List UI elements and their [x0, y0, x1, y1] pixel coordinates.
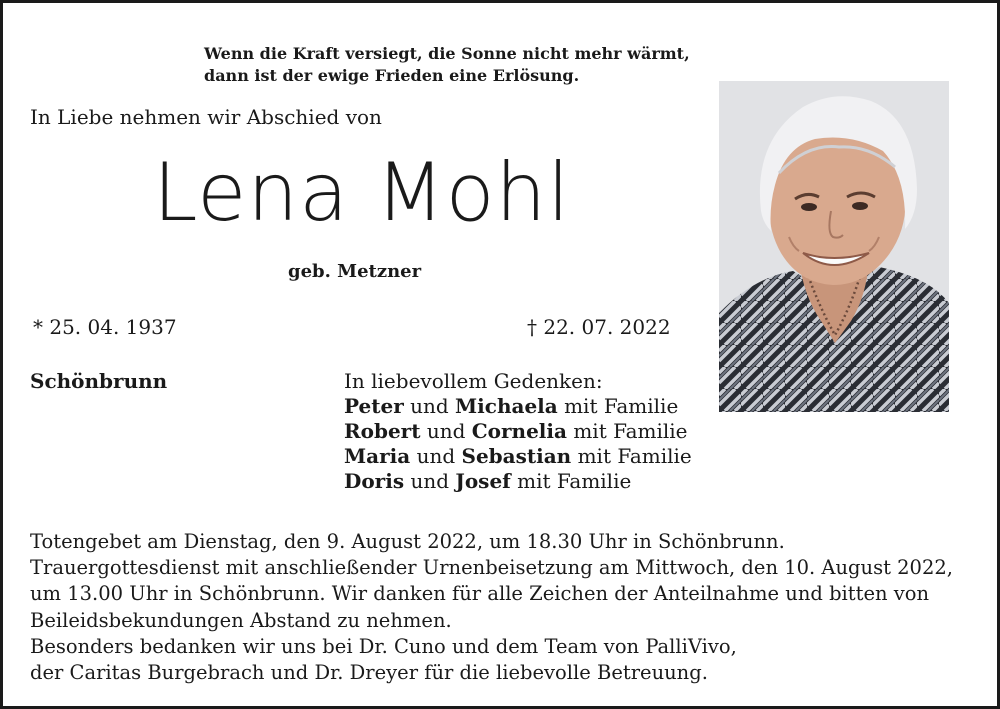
mourner-second: Cornelia — [471, 419, 567, 443]
mourner-suffix: mit Familie — [573, 419, 688, 443]
mourner-second: Josef — [455, 469, 511, 493]
mourner-line — [344, 394, 692, 419]
mourner-second: Sebastian — [461, 444, 572, 468]
mourner-and: und — [410, 469, 450, 493]
mourners-heading: In liebevollem Gedenken: — [344, 369, 603, 393]
service-details — [30, 529, 980, 686]
details-line: der Caritas Burgebrach und Dr. Dreyer für die liebevolle Betreuung. — [30, 661, 708, 685]
mourners-block — [344, 369, 692, 494]
mourner-line — [344, 469, 692, 494]
deceased-name: Lena Mohl — [153, 146, 571, 239]
mourner-first: Doris — [344, 469, 405, 493]
intro-text: In Liebe nehmen wir Abschied von — [30, 105, 382, 129]
mourner-and: und — [426, 419, 466, 443]
mourner-first: Robert — [344, 419, 421, 443]
mourner-and: und — [416, 444, 456, 468]
details-line: Besonders bedanken wir uns bei Dr. Cuno und dem Team von PalliVivo, — [30, 634, 737, 658]
mourner-and: und — [410, 394, 449, 418]
mourner-first: Maria — [344, 444, 411, 468]
mourner-second: Michaela — [455, 394, 558, 418]
mourner-suffix: mit Familie — [517, 469, 632, 493]
mourner-line — [344, 419, 692, 444]
birth-date: * 25. 04. 1937 — [33, 315, 177, 339]
details-line: Trauergottesdienst mit anschließender Urnenbeisetzung am Mittwoch, den 10. August 2022, — [30, 556, 953, 580]
death-date: † 22. 07. 2022 — [527, 315, 671, 339]
motto-line: Wenn die Kraft versiegt, die Sonne nicht mehr wärmt, — [204, 44, 690, 63]
details-line: um 13.00 Uhr in Schönbrunn. Wir danken für alle Zeichen der Anteilnahme und bitten von — [30, 582, 930, 606]
motto — [204, 43, 704, 87]
mourner-suffix: mit Familie — [564, 394, 679, 418]
mourner-line — [344, 444, 692, 469]
details-line: Totengebet am Dienstag, den 9. August 2022, um 18.30 Uhr in Schönbrunn. — [30, 530, 785, 553]
details-line: Beileidsbekundungen Abstand zu nehmen. — [30, 608, 452, 632]
maiden-name: geb. Metzner — [288, 261, 422, 282]
residence-place: Schönbrunn — [30, 369, 168, 393]
portrait-illustration — [719, 81, 949, 412]
motto-line: dann ist der ewige Frieden eine Erlösung. — [204, 66, 580, 85]
mourner-suffix: mit Familie — [577, 444, 692, 468]
mourner-first: Peter — [344, 394, 404, 418]
portrait-photo — [719, 81, 949, 412]
